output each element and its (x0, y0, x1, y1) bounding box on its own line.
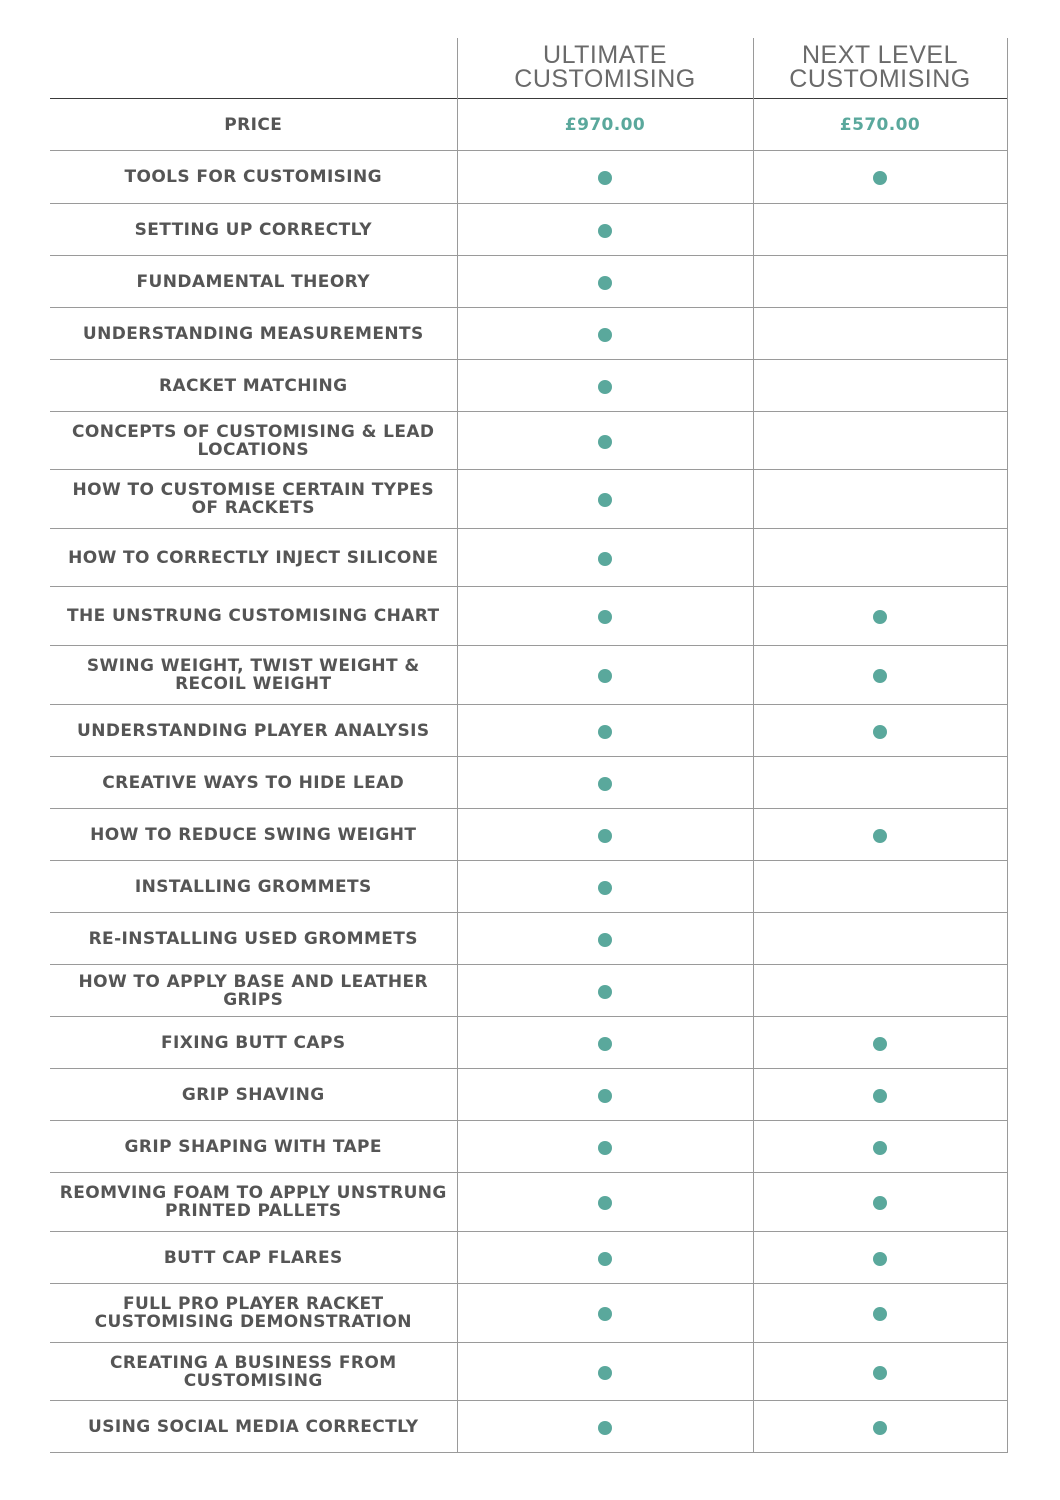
included-dot-icon (873, 1089, 887, 1103)
feature-label: CREATING A BUSINESS FROM CUSTOMISING (50, 1343, 457, 1401)
feature-row (50, 204, 1007, 256)
feature-label: HOW TO CUSTOMISE CERTAIN TYPES OF RACKETS (50, 470, 457, 529)
feature-row (50, 360, 1007, 412)
included-dot-icon (873, 171, 887, 185)
feature-label: TOOLS FOR CUSTOMISING (50, 151, 457, 204)
next-level-cell (753, 1343, 1007, 1401)
ultimate-cell (457, 705, 753, 757)
feature-label: GRIP SHAVING (50, 1069, 457, 1121)
included-dot-icon (598, 610, 612, 624)
price-label: PRICE (50, 99, 457, 151)
ultimate-cell (457, 470, 753, 529)
next-level-column-header: NEXT LEVEL CUSTOMISING (753, 38, 1007, 99)
included-dot-icon (873, 1196, 887, 1210)
included-dot-icon (598, 985, 612, 999)
ultimate-cell (457, 1401, 753, 1453)
included-dot-icon (598, 224, 612, 238)
next-level-cell (753, 1069, 1007, 1121)
included-dot-icon (598, 1141, 612, 1155)
feature-label: GRIP SHAPING WITH TAPE (50, 1121, 457, 1173)
feature-label: FULL PRO PLAYER RACKET CUSTOMISING DEMONSTRATION (50, 1284, 457, 1343)
feature-row (50, 646, 1007, 705)
feature-label: FUNDAMENTAL THEORY (50, 256, 457, 308)
included-dot-icon (873, 610, 887, 624)
included-dot-icon (873, 1307, 887, 1321)
feature-row (50, 861, 1007, 913)
feature-row (50, 1121, 1007, 1173)
ultimate-cell (457, 913, 753, 965)
feature-row (50, 151, 1007, 204)
next-level-cell (753, 308, 1007, 360)
ultimate-cell (457, 1343, 753, 1401)
feature-row (50, 1343, 1007, 1401)
included-dot-icon (598, 1307, 612, 1321)
ultimate-column-header: ULTIMATE CUSTOMISING (457, 38, 753, 99)
feature-label: CONCEPTS OF CUSTOMISING & LEAD LOCATIONS (50, 412, 457, 470)
next-level-cell (753, 204, 1007, 256)
included-dot-icon (598, 1037, 612, 1051)
feature-row (50, 913, 1007, 965)
included-dot-icon (598, 328, 612, 342)
included-dot-icon (873, 1252, 887, 1266)
price-row (50, 99, 1007, 151)
feature-row (50, 256, 1007, 308)
next-level-cell (753, 757, 1007, 809)
ultimate-cell (457, 757, 753, 809)
feature-label: RE-INSTALLING USED GROMMETS (50, 913, 457, 965)
feature-label: INSTALLING GROMMETS (50, 861, 457, 913)
included-dot-icon (598, 1421, 612, 1435)
ultimate-price: £970.00 (457, 99, 753, 151)
included-dot-icon (873, 1421, 887, 1435)
included-dot-icon (598, 171, 612, 185)
feature-row (50, 1284, 1007, 1343)
ultimate-cell (457, 256, 753, 308)
feature-label: BUTT CAP FLARES (50, 1232, 457, 1284)
included-dot-icon (598, 777, 612, 791)
feature-label: FIXING BUTT CAPS (50, 1017, 457, 1069)
feature-label: SETTING UP CORRECTLY (50, 204, 457, 256)
header-row (50, 38, 1007, 99)
included-dot-icon (873, 1037, 887, 1051)
next-level-cell (753, 913, 1007, 965)
feature-label: SWING WEIGHT, TWIST WEIGHT & RECOIL WEIGHT (50, 646, 457, 705)
next-level-cell (753, 151, 1007, 204)
ultimate-cell (457, 308, 753, 360)
included-dot-icon (873, 725, 887, 739)
next-level-cell (753, 1017, 1007, 1069)
included-dot-icon (873, 1366, 887, 1380)
ultimate-cell (457, 1069, 753, 1121)
included-dot-icon (598, 1089, 612, 1103)
feature-label: HOW TO APPLY BASE AND LEATHER GRIPS (50, 965, 457, 1017)
feature-row (50, 1017, 1007, 1069)
feature-row (50, 587, 1007, 646)
comparison-table (50, 38, 1008, 1453)
next-level-cell (753, 256, 1007, 308)
ultimate-cell (457, 412, 753, 470)
feature-label: THE UNSTRUNG CUSTOMISING CHART (50, 587, 457, 646)
ultimate-cell (457, 151, 753, 204)
feature-label: HOW TO CORRECTLY INJECT SILICONE (50, 529, 457, 587)
feature-row (50, 757, 1007, 809)
included-dot-icon (598, 435, 612, 449)
feature-row (50, 809, 1007, 861)
feature-label: USING SOCIAL MEDIA CORRECTLY (50, 1401, 457, 1453)
feature-label: UNDERSTANDING PLAYER ANALYSIS (50, 705, 457, 757)
feature-row (50, 470, 1007, 529)
next-level-cell (753, 587, 1007, 646)
ultimate-cell (457, 587, 753, 646)
feature-label: REOMVING FOAM TO APPLY UNSTRUNG PRINTED PALLETS (50, 1173, 457, 1232)
ultimate-cell (457, 204, 753, 256)
ultimate-cell (457, 1284, 753, 1343)
next-level-cell (753, 1232, 1007, 1284)
included-dot-icon (598, 1196, 612, 1210)
feature-row (50, 1173, 1007, 1232)
feature-row (50, 1069, 1007, 1121)
included-dot-icon (873, 669, 887, 683)
next-level-cell (753, 360, 1007, 412)
next-level-cell (753, 809, 1007, 861)
next-level-cell (753, 1401, 1007, 1453)
included-dot-icon (598, 493, 612, 507)
feature-row (50, 1401, 1007, 1453)
next-level-cell (753, 705, 1007, 757)
feature-row (50, 705, 1007, 757)
ultimate-cell (457, 861, 753, 913)
feature-column-header (50, 38, 457, 99)
included-dot-icon (598, 552, 612, 566)
feature-row (50, 308, 1007, 360)
feature-label: RACKET MATCHING (50, 360, 457, 412)
included-dot-icon (598, 933, 612, 947)
included-dot-icon (598, 669, 612, 683)
ultimate-cell (457, 360, 753, 412)
next-level-cell (753, 1173, 1007, 1232)
included-dot-icon (598, 276, 612, 290)
next-level-cell (753, 861, 1007, 913)
next-level-price: £570.00 (753, 99, 1007, 151)
ultimate-cell (457, 529, 753, 587)
included-dot-icon (873, 1141, 887, 1155)
feature-label: UNDERSTANDING MEASUREMENTS (50, 308, 457, 360)
ultimate-cell (457, 809, 753, 861)
next-level-cell (753, 1284, 1007, 1343)
included-dot-icon (598, 725, 612, 739)
ultimate-cell (457, 1121, 753, 1173)
ultimate-cell (457, 1173, 753, 1232)
feature-row (50, 412, 1007, 470)
next-level-cell (753, 470, 1007, 529)
next-level-cell (753, 1121, 1007, 1173)
ultimate-cell (457, 965, 753, 1017)
feature-row (50, 1232, 1007, 1284)
next-level-cell (753, 965, 1007, 1017)
feature-row (50, 965, 1007, 1017)
feature-label: HOW TO REDUCE SWING WEIGHT (50, 809, 457, 861)
next-level-cell (753, 412, 1007, 470)
included-dot-icon (598, 829, 612, 843)
feature-row (50, 529, 1007, 587)
included-dot-icon (873, 829, 887, 843)
included-dot-icon (598, 380, 612, 394)
ultimate-cell (457, 646, 753, 705)
included-dot-icon (598, 1252, 612, 1266)
ultimate-cell (457, 1017, 753, 1069)
included-dot-icon (598, 1366, 612, 1380)
next-level-cell (753, 646, 1007, 705)
ultimate-cell (457, 1232, 753, 1284)
feature-label: CREATIVE WAYS TO HIDE LEAD (50, 757, 457, 809)
included-dot-icon (598, 881, 612, 895)
next-level-cell (753, 529, 1007, 587)
